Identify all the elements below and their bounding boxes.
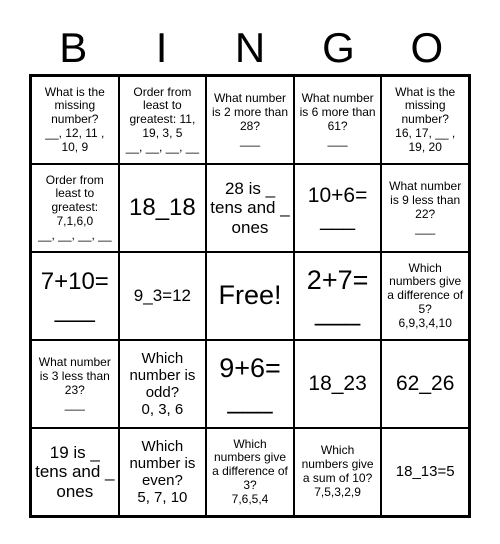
cell-text: What number is 9 less than 22? ___: [389, 179, 462, 235]
bingo-cell[interactable]: [206, 340, 294, 428]
bingo-cell[interactable]: [119, 340, 207, 428]
cell-text: Order from least to greatest: 11, 19, 3, 5 __, __, __, __: [125, 84, 200, 154]
bingo-cell[interactable]: [294, 76, 382, 164]
header-letter-g: G: [322, 24, 355, 71]
header-letter-i: I: [155, 24, 168, 71]
cell-text: 9+6= ___: [219, 352, 281, 414]
cell-text: Order from least to greatest: 7,1,6,0 __, __, __, __: [38, 172, 112, 242]
cell-text: What number is 6 more than 61? ___: [299, 91, 376, 147]
bingo-cell[interactable]: [119, 428, 207, 516]
cell-text: What is the missing number? __, 12, 11 , 10, 9: [44, 84, 105, 154]
free-space[interactable]: [206, 252, 294, 340]
cell-text: What number is 2 more than 28? ___: [211, 91, 289, 147]
bingo-cell[interactable]: [294, 340, 382, 428]
cell-text: 18_23: [308, 371, 367, 395]
cell-text: 62_26: [395, 371, 455, 395]
bingo-cell[interactable]: [119, 252, 207, 340]
cell-text: Which number is odd? 0, 3, 6: [129, 349, 196, 419]
bingo-cell[interactable]: [294, 428, 382, 516]
cell-text: 7+10= ___: [40, 268, 109, 323]
bingo-cell[interactable]: [31, 340, 119, 428]
cell-text: What is the missing number? 16, 17, __ , 19, 20: [395, 84, 456, 154]
cell-text: 18_18: [129, 194, 196, 222]
cell-text: 10+6= ___: [307, 183, 368, 231]
bingo-cell[interactable]: [381, 428, 469, 516]
bingo-cell[interactable]: [31, 164, 119, 252]
cell-text: Which numbers give a difference of 3? 7,6,5,4: [212, 436, 288, 506]
bingo-cell[interactable]: [119, 76, 207, 164]
bingo-cell[interactable]: [381, 76, 469, 164]
cell-text: 2+7= ___: [306, 264, 369, 326]
bingo-cell[interactable]: [381, 340, 469, 428]
bingo-cell[interactable]: [206, 76, 294, 164]
bingo-cell[interactable]: [294, 164, 382, 252]
bingo-cell[interactable]: [294, 252, 382, 340]
header-letter-b: B: [59, 24, 88, 71]
bingo-cell[interactable]: [381, 252, 469, 340]
bingo-cell[interactable]: [31, 428, 119, 516]
cell-text: Which numbers give a difference of 5? 6,9,3,4,10: [387, 260, 464, 330]
bingo-cell[interactable]: [206, 164, 294, 252]
cell-text: 28 is _ tens and _ ones: [210, 178, 290, 237]
bingo-cell[interactable]: [31, 252, 119, 340]
header-letter-n: N: [234, 24, 266, 71]
bingo-header: [29, 18, 471, 78]
bingo-cell[interactable]: [119, 164, 207, 252]
bingo-board: [29, 74, 471, 518]
cell-text: Which number is even? 5, 7, 10: [129, 437, 196, 507]
cell-text: What number is 3 less than 23? ___: [38, 355, 111, 411]
header-letter-o: O: [410, 24, 444, 71]
bingo-cell[interactable]: [206, 428, 294, 516]
bingo-cell[interactable]: [381, 164, 469, 252]
cell-text: Which numbers give a sum of 10? 7,5,3,2,9: [301, 443, 374, 499]
bingo-cell[interactable]: [31, 76, 119, 164]
cell-text: 19 is _ tens and _ ones: [35, 442, 115, 501]
cell-text: 18_13=5: [395, 463, 455, 481]
cell-text: 9_3=12: [133, 286, 191, 306]
cell-text: Free!: [218, 280, 282, 311]
